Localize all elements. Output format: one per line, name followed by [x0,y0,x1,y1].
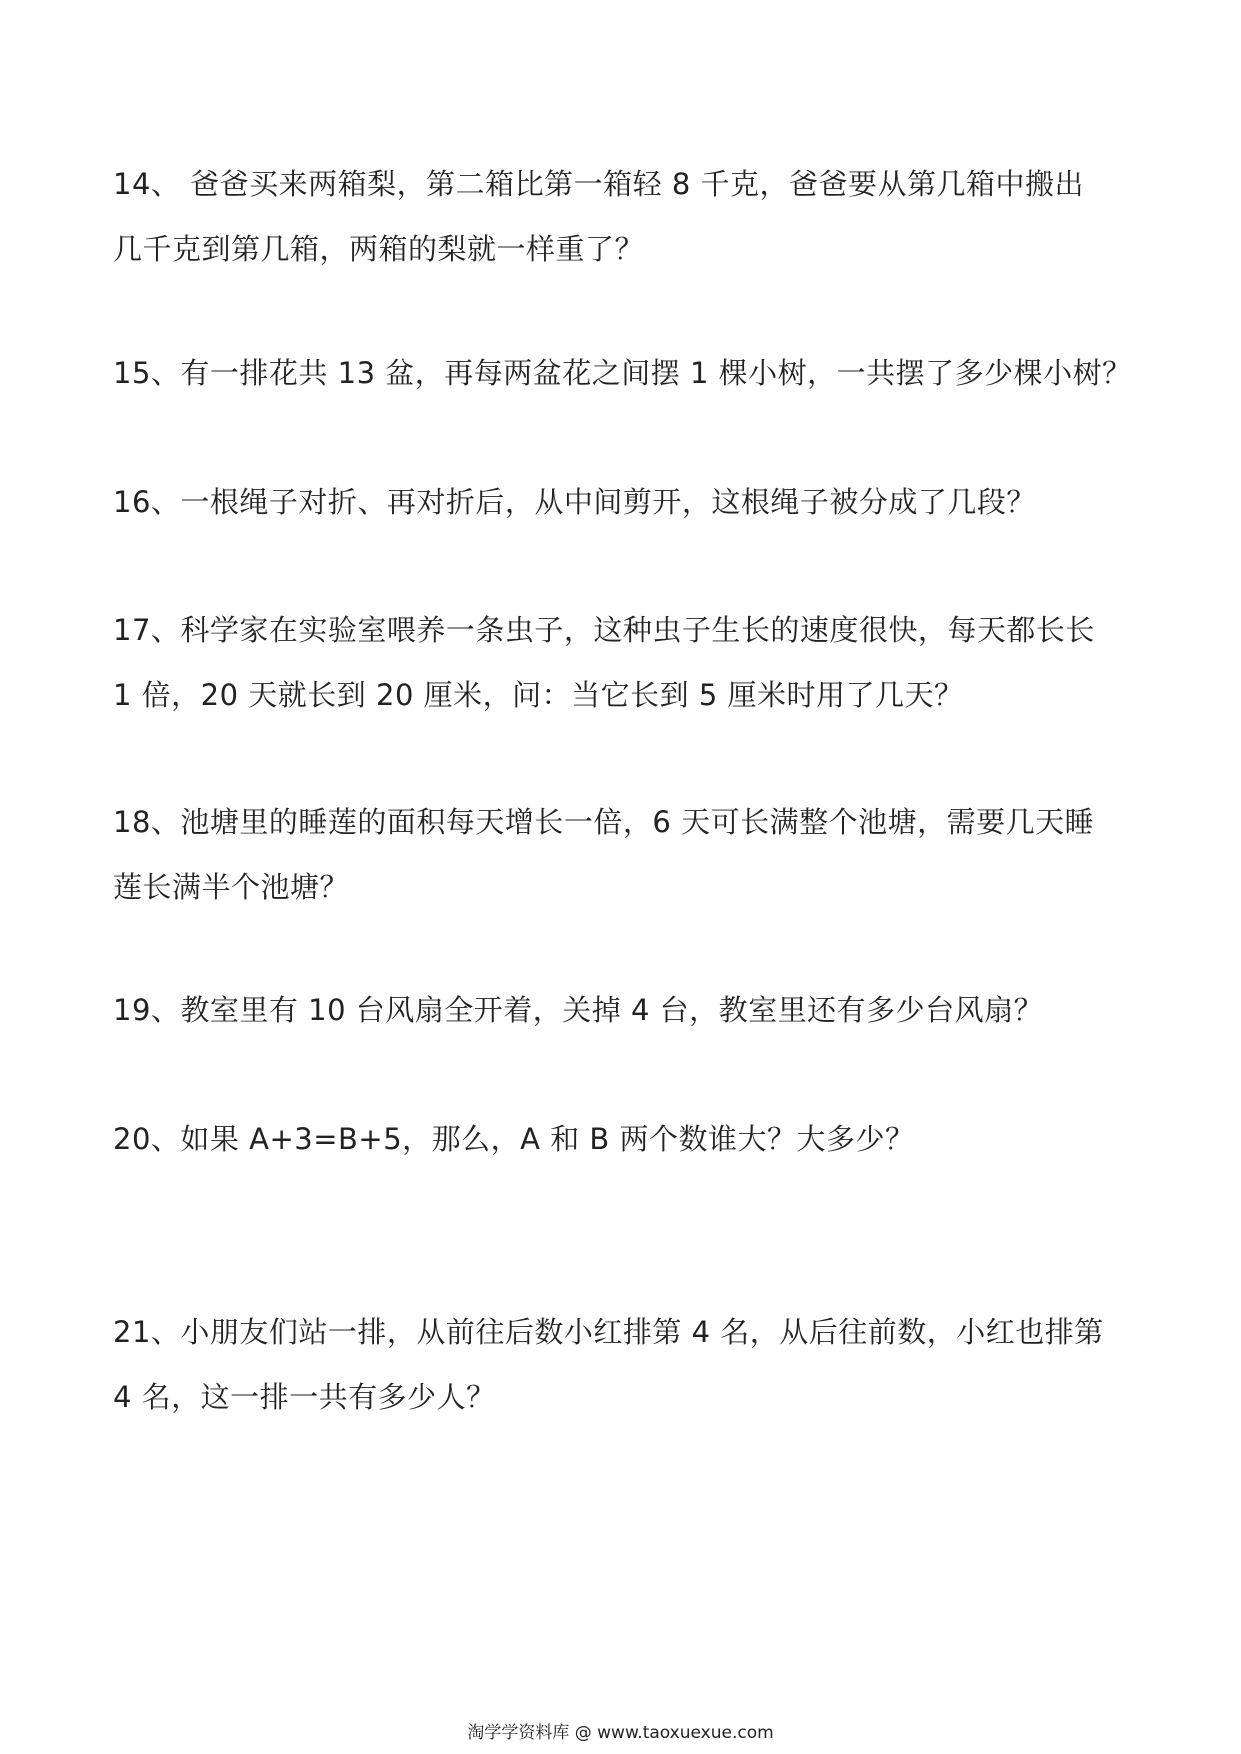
question-16 [113,470,1133,535]
footer-watermark: 淘学学资料库 @ www.taoxuexue.com [467,1723,774,1743]
question-17 [113,598,1133,728]
question-line: 16、一根绳子对折、再对折后，从中间剪开，这根绳子被分成了几段？ [113,485,1036,519]
question-line: 17、科学家在实验室喂养一条虫子，这种虫子生长的速度很快，每天都长长 [113,613,1095,647]
question-line: 1 倍，20 天就长到 20 厘米，问：当它长到 5 厘米时用了几天？ [113,678,964,712]
question-15 [113,341,1133,406]
question-line: 莲长满半个池塘？ [113,870,350,904]
question-14 [113,152,1133,282]
question-line: 几千克到第几箱，两箱的梨就一样重了？ [113,232,645,266]
question-line: 15、有一排花共 13 盆，再每两盆花之间摆 1 棵小树，一共摆了多少棵小树？ [113,356,1132,390]
question-line: 20、如果 A+3=B+5，那么，A 和 B 两个数谁大？大多少？ [113,1122,915,1156]
question-line: 21、小朋友们站一排，从前往后数小红排第 4 名，从后往前数，小红也排第 [113,1315,1104,1349]
question-line: 14、 爸爸买来两箱梨，第二箱比第一箱轻 8 千克，爸爸要从第几箱中搬出 [113,167,1085,201]
question-line: 18、池塘里的睡莲的面积每天增长一倍，6 天可长满整个池塘，需要几天睡 [113,805,1095,839]
question-line: 19、教室里有 10 台风扇全开着，关掉 4 台，教室里还有多少台风扇？ [113,993,1044,1027]
question-18 [113,790,1133,920]
question-20 [113,1107,1133,1172]
question-line: 4 名，这一排一共有多少人？ [113,1380,496,1414]
question-19 [113,978,1133,1043]
question-21 [113,1300,1133,1430]
